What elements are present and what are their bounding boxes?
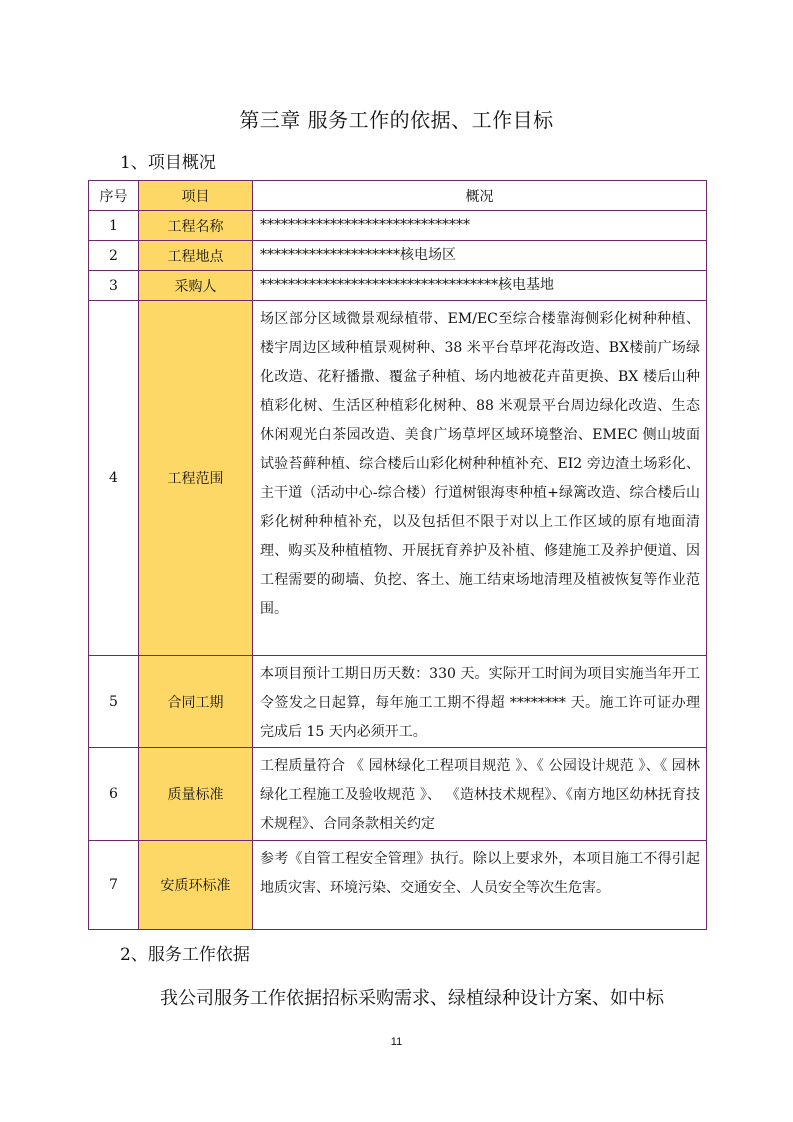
row-item: 工程地点 bbox=[139, 241, 253, 271]
section-heading-project-overview: 1、项目概况 bbox=[120, 153, 216, 173]
row-num: 5 bbox=[89, 656, 139, 748]
table-row bbox=[89, 748, 707, 841]
row-num: 4 bbox=[89, 301, 139, 656]
row-num: 7 bbox=[89, 841, 139, 930]
row-desc: **********************************核电基地 bbox=[253, 271, 707, 301]
table-row bbox=[89, 656, 707, 748]
header-num: 序号 bbox=[89, 181, 139, 211]
table-row bbox=[89, 301, 707, 656]
section-heading-service-basis: 2、服务工作依据 bbox=[120, 945, 250, 965]
table-row bbox=[89, 271, 707, 301]
row-desc: 参考《自管工程安全管理》执行。除以上要求外，本项目施工不得引起地质灾害、环境污染、交通安全、人员安全等次生危害。 bbox=[253, 841, 707, 930]
page-number: 11 bbox=[390, 1036, 403, 1048]
row-item: 合同工期 bbox=[139, 656, 253, 748]
table-header-row bbox=[89, 181, 707, 211]
header-desc: 概况 bbox=[253, 181, 707, 211]
chapter-title: 第三章 服务工作的依据、工作目标 bbox=[239, 108, 554, 132]
row-item: 工程范围 bbox=[139, 301, 253, 656]
row-item: 工程名称 bbox=[139, 211, 253, 241]
row-desc: 工程质量符合 《 园林绿化工程项目规范 》、《 公园设计规范 》、《 园林绿化工程施工及验收规范 》、 《造林技术规程》、《南方地区幼林抚育技术规程》、合同条款相关约定 bbox=[253, 748, 707, 841]
row-num: 2 bbox=[89, 241, 139, 271]
header-item: 项目 bbox=[139, 181, 253, 211]
row-desc: ****************************** bbox=[253, 211, 707, 241]
project-overview-table bbox=[88, 180, 707, 930]
row-desc: 场区部分区域微景观绿植带、EM/EC至综合楼靠海侧彩化树种种植、楼宇周边区域种植景观树种、38 米平台草坪花海改造、BX楼前广场绿化改造、花籽播撒、覆盆子种植、场内地被花卉苗更换、BX 楼后山种植彩化树、生活区种植彩化树种、88 米观景平台周边绿化改造、生态休闲观光白茶园改造、美食广场草坪区域环境整治、EMEC 侧山坡面试验苔藓种植、综合楼后山彩化树种种植补充、EI2 旁边渣土场彩化、主干道（活动中心-综合楼）行道树银海枣种植+绿篱改造、综合楼后山彩化树种种植补充，以及包括但不限于对以上工作区域的原有地面清理、购买及种植植物、开展抚育养护及补植、修建施工及养护便道、因工程需要的砌墙、负挖、客土、施工结束场地清理及植被恢复等作业范围。 bbox=[253, 301, 707, 656]
table-row bbox=[89, 211, 707, 241]
row-num: 1 bbox=[89, 211, 139, 241]
table-row bbox=[89, 841, 707, 930]
row-num: 6 bbox=[89, 748, 139, 841]
row-item: 采购人 bbox=[139, 271, 253, 301]
row-item: 安质环标准 bbox=[139, 841, 253, 930]
table-row bbox=[89, 241, 707, 271]
row-desc: ********************核电场区 bbox=[253, 241, 707, 271]
row-desc: 本项目预计工期日历天数：330 天。实际开工时间为项目实施当年开工令签发之日起算，每年施工工期不得超 ******** 天。施工许可证办理完成后 15 天内必须开工。 bbox=[253, 656, 707, 748]
row-num: 3 bbox=[89, 271, 139, 301]
body-paragraph: 我公司服务工作依据招标采购需求、绿植绿种设计方案、如中标 bbox=[160, 988, 664, 1009]
row-item: 质量标准 bbox=[139, 748, 253, 841]
